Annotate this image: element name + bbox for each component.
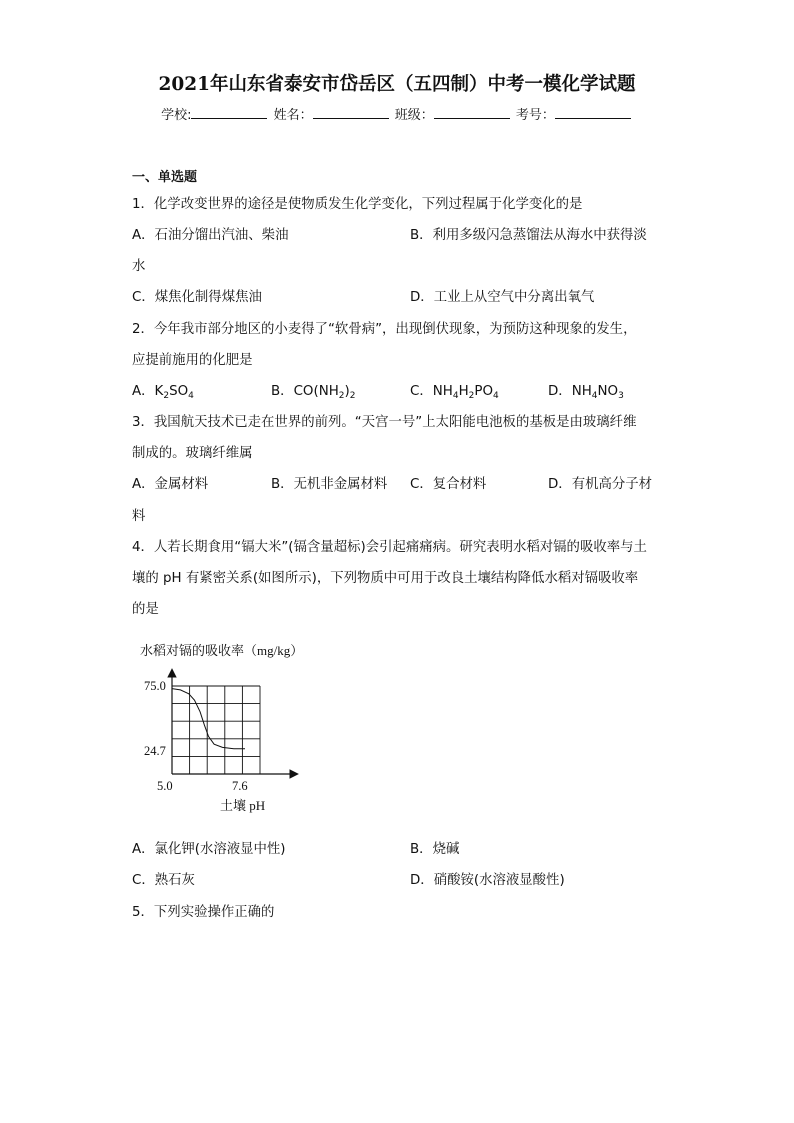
cadmium-absorption-chart	[130, 638, 330, 823]
exam-number-blank[interactable]	[555, 105, 631, 119]
q2-stem-line2: 应提前施用的化肥是	[132, 353, 253, 368]
student-info-row	[0, 104, 794, 123]
q4-option-b: B．烧碱	[410, 842, 460, 857]
q3-option-c: C．复合材料	[410, 477, 487, 492]
q3-option-a: A．金属材料	[132, 477, 209, 492]
school-blank[interactable]	[191, 105, 267, 119]
q1-option-a: A．石油分馏出汽油、柴油	[132, 228, 289, 243]
chart-grid	[172, 686, 260, 774]
q2-option-b: B．$CO(NH_2)_2$	[271, 384, 356, 401]
series-line	[172, 689, 245, 749]
q1-option-d: D．工业上从空气中分离出氧气	[410, 290, 595, 305]
school-label: 学校:	[161, 108, 192, 123]
q4-option-d: D．硝酸铵(水溶液显酸性)	[410, 873, 565, 888]
q3-stem-line2: 制成的。玻璃纤维属	[132, 446, 253, 461]
page-title: 2021年山东省泰安市岱岳区（五四制）中考一模化学试题	[158, 74, 636, 95]
x-tick-label-min: 5.0	[157, 779, 173, 793]
class-label: 班级：	[394, 108, 434, 123]
class-blank[interactable]	[434, 105, 510, 119]
q1-option-c: C．煤焦化制得煤焦油	[132, 290, 262, 305]
q2-option-c: C．$NH_4H_2PO_4$	[410, 384, 499, 401]
exam-number-label: 考号：	[515, 108, 555, 123]
q1-option-b: B．利用多级闪急蒸馏法从海水中获得淡	[410, 228, 647, 243]
q3-option-b: B．无机非金属材料	[271, 477, 388, 492]
name-label: 姓名：	[273, 108, 313, 123]
x-tick-label-max: 7.6	[232, 779, 248, 793]
y-tick-label-min: 24.7	[144, 744, 166, 758]
q4-stem-line2: 壤的 pH 有紧密关系(如图所示)，下列物质中可用于改良土壤结构降低水稻对镉吸收率	[132, 571, 639, 586]
q2-option-a: A．$K_2SO_4$	[132, 384, 194, 401]
q5-stem: 5．下列实验操作正确的	[132, 905, 275, 920]
q4-stem-line1: 4．人若长期食用“镉大米”(镉含量超标)会引起痛痛病。研究表明水稻对镉的吸收率与土	[132, 540, 647, 555]
q3-stem-line1: 3．我国航天技术已走在世界的前列。“天宫一号”上太阳能电池板的基板是由玻璃纤维	[132, 415, 637, 430]
q1-stem: 1．化学改变世界的途径是使物质发生化学变化，下列过程属于化学变化的是	[132, 197, 583, 212]
q4-option-a: A．氯化钾(水溶液显中性)	[132, 842, 286, 857]
section-title: 一、单选题	[132, 170, 198, 185]
q2-option-d: D．$NH_4NO_3$	[548, 384, 624, 401]
q4-option-c: C．熟石灰	[132, 873, 195, 888]
chart-y-title: 水稻对镉的吸收率（mg/kg）	[140, 643, 304, 658]
q1-option-b-wrap: 水	[132, 259, 146, 274]
q3-option-d-wrap: 料	[132, 509, 146, 524]
q4-stem-line3: 的是	[132, 602, 159, 617]
q2-stem-line1: 2．今年我市部分地区的小麦得了“软骨病”，出现倒伏现象，为预防这种现象的发生，	[132, 322, 637, 337]
name-blank[interactable]	[313, 105, 389, 119]
y-tick-label-max: 75.0	[144, 679, 166, 693]
chart-x-title: 土壤 pH	[220, 798, 266, 813]
q3-option-d: D．有机高分子材	[548, 477, 653, 492]
